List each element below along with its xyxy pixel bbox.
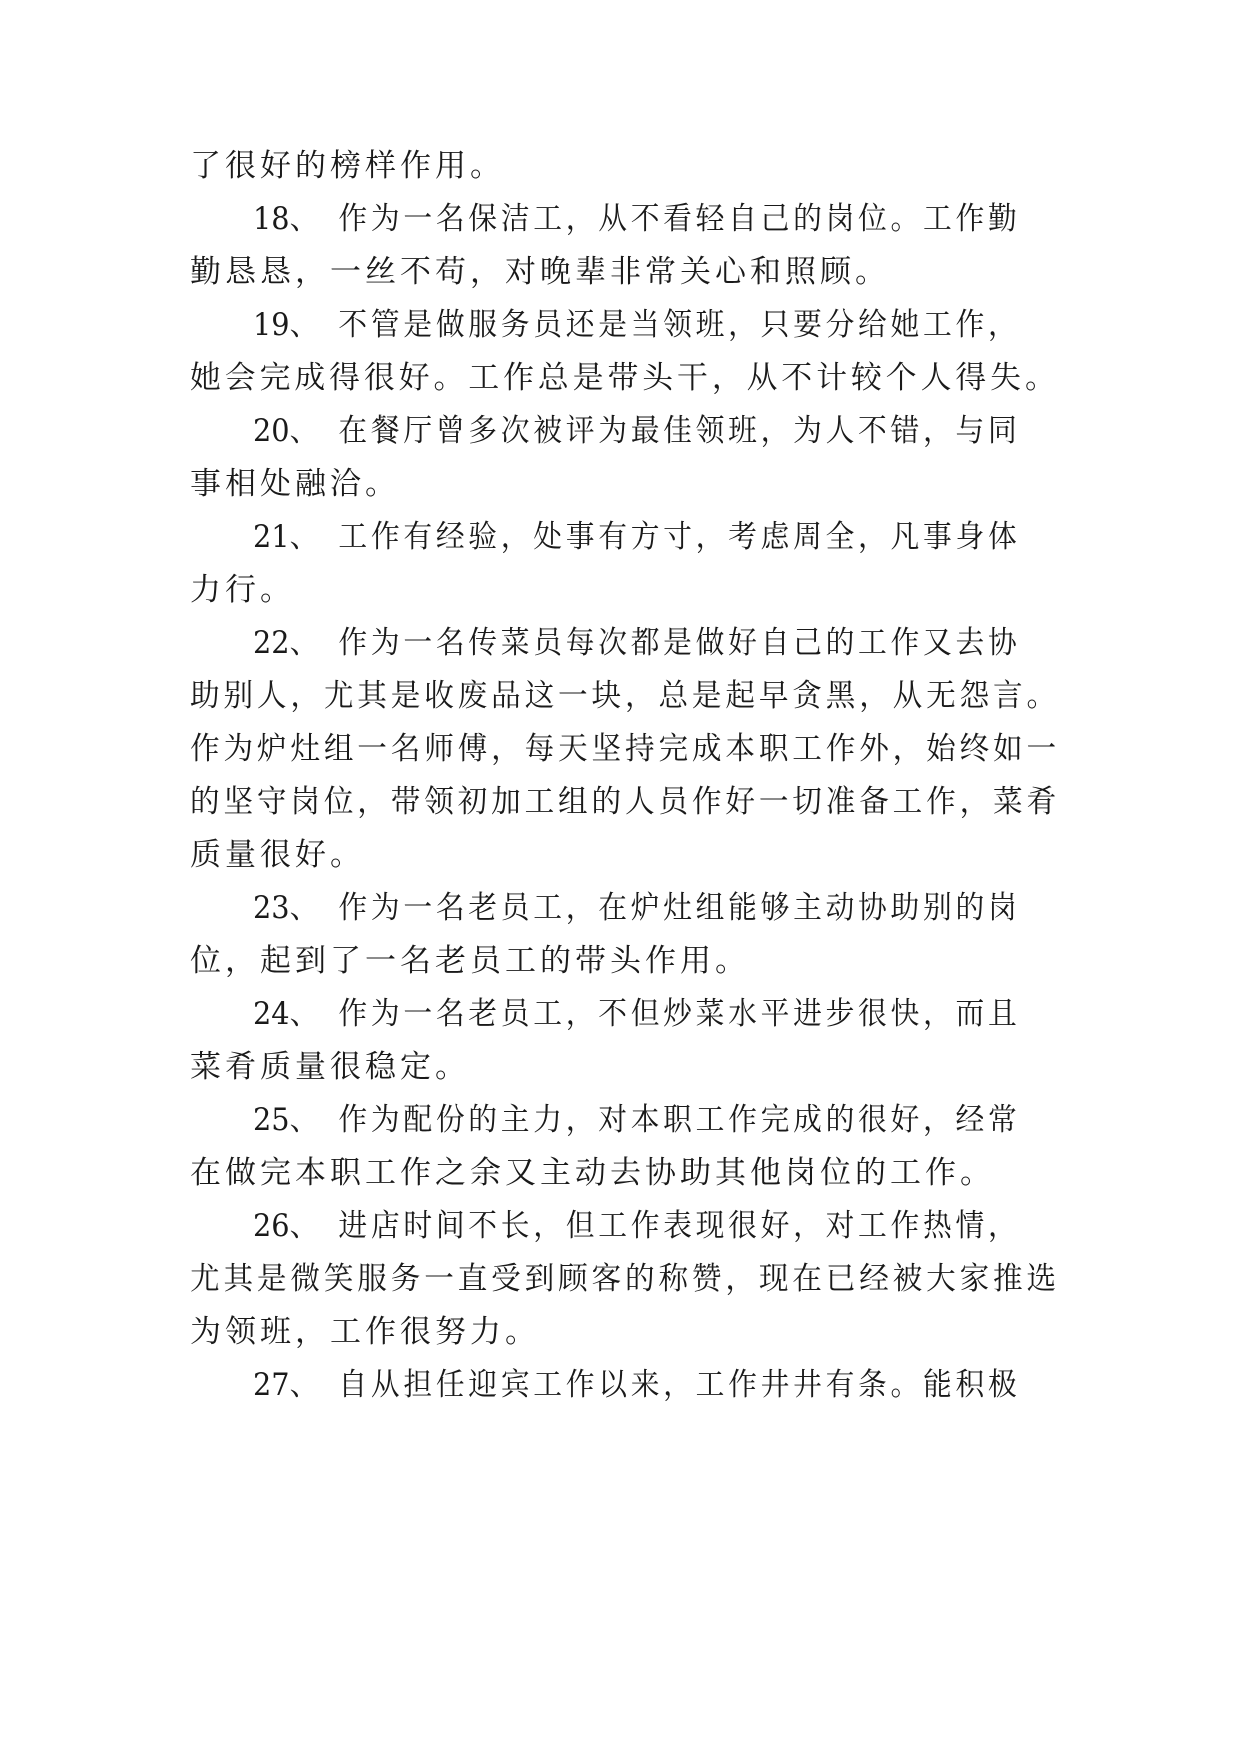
list-item-20: 20、 在餐厅曾多次被评为最佳领班，为人不错，与同 xyxy=(253,401,1060,461)
list-item-21: 21、 工作有经验，处事有方寸，考虑周全，凡事身体 xyxy=(253,507,1060,567)
item-number: 27、 xyxy=(253,1367,319,1403)
list-item-24: 24、 作为一名老员工，不但炒菜水平进步很快，而且 xyxy=(253,984,1060,1044)
item-number: 23、 xyxy=(253,890,319,926)
item-number: 19、 xyxy=(253,307,319,343)
text-line: 在做完本职工作之余又主动去协助其他岗位的工作。 xyxy=(190,1155,995,1191)
text-line: 了很好的榜样作用。 xyxy=(190,148,505,184)
item-number: 24、 xyxy=(253,996,319,1032)
text-line: 位，起到了一名老员工的带头作用。 xyxy=(190,943,750,979)
item-number: 21、 xyxy=(253,519,319,555)
item-number: 18、 xyxy=(253,201,319,237)
text-line: 勤恳恳，一丝不苟，对晚辈非常关心和照顾。 xyxy=(190,254,890,290)
text-line: 的坚守岗位，带领初加工组的人员作好一切准备工作，菜肴 xyxy=(190,784,1060,820)
list-item-18: 18、 作为一名保洁工，从不看轻自己的岗位。工作勤 xyxy=(253,189,1060,249)
item-number: 20、 xyxy=(253,413,319,449)
list-item-22: 22、 作为一名传菜员每次都是做好自己的工作又去协 xyxy=(253,613,1060,673)
list-item-25: 25、 作为配份的主力，对本职工作完成的很好，经常 xyxy=(253,1090,1060,1150)
list-item-27: 27、 自从担任迎宾工作以来，工作井井有条。能积极 xyxy=(253,1355,1060,1415)
text-line: 助别人，尤其是收废品这一块，总是起早贪黑，从无怨言。 xyxy=(190,678,1060,714)
text-line: 为领班，工作很努力。 xyxy=(190,1314,540,1350)
text-line: 尤其是微笑服务一直受到顾客的称赞，现在已经被大家推选 xyxy=(190,1261,1060,1297)
text-line: 菜肴质量很稳定。 xyxy=(190,1049,470,1085)
item-number: 25、 xyxy=(253,1102,319,1138)
list-item-23: 23、 作为一名老员工，在炉灶组能够主动协助别的岗 xyxy=(253,878,1060,938)
text-line: 力行。 xyxy=(190,572,295,608)
text-line: 她会完成得很好。工作总是带头干，从不计较个人得失。 xyxy=(190,360,1060,396)
text-line: 事相处融洽。 xyxy=(190,466,400,502)
item-number: 26、 xyxy=(253,1208,319,1244)
text-line: 质量很好。 xyxy=(190,837,365,873)
list-item-26: 26、 进店时间不长，但工作表现很好，对工作热情， xyxy=(253,1196,1060,1256)
list-item-19: 19、 不管是做服务员还是当领班，只要分给她工作， xyxy=(253,295,1060,355)
item-number: 22、 xyxy=(253,625,319,661)
text-line: 作为炉灶组一名师傅，每天坚持完成本职工作外，始终如一 xyxy=(190,731,1060,767)
